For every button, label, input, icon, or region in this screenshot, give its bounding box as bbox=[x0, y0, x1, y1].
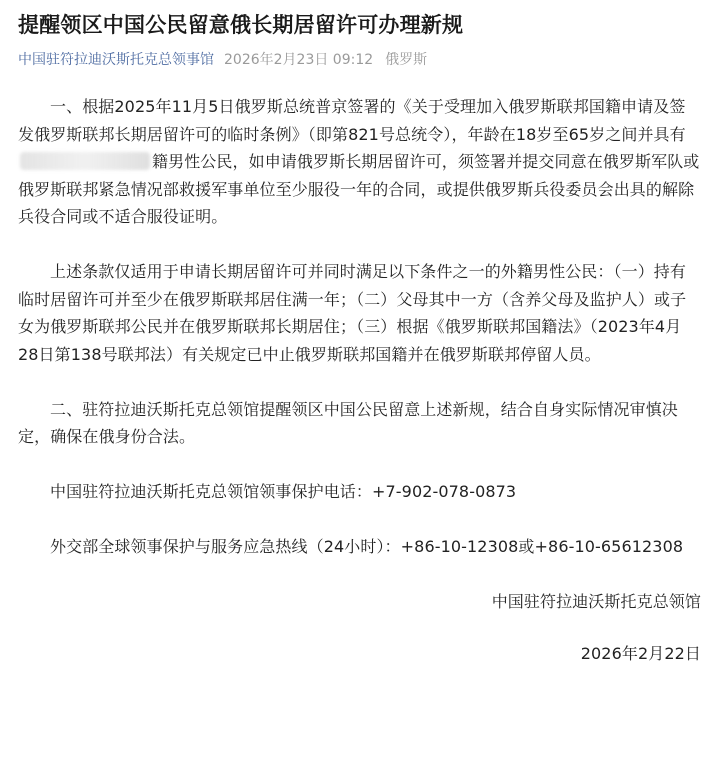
article-body bbox=[18, 93, 701, 667]
region-tag: 俄罗斯 bbox=[385, 52, 428, 68]
paragraph-1-part-a: 一、根据2025年11月5日俄罗斯总统普京签署的《关于受理加入俄罗斯联邦国籍申请及签发俄罗斯联邦长期居留许可的临时条例》（即第821号总统令），年龄在18岁至65岁之间并具有 bbox=[18, 97, 686, 144]
consular-phone: 中国驻符拉迪沃斯托克总领馆领事保护电话：+7-902-078-0873 bbox=[50, 482, 517, 501]
signature-date: 2026年2月22日 bbox=[580, 643, 701, 663]
paragraph-3: 二、驻符拉迪沃斯托克总领馆提醒领区中国公民留意上述新规，结合自身实际情况审慎决定，确保在俄身份合法。 bbox=[18, 399, 678, 446]
paragraph-1-part-b: 籍男性公民，如申请俄罗斯长期居留许可，须签署并提交同意在俄罗斯军队或俄罗斯联邦紧急情况部救援军事单位至少服役一年的合同，或提供俄罗斯兵役委员会出具的解除兵役合同或不适合服役证明。 bbox=[18, 152, 700, 226]
paragraph-2: 上述条款仅适用于申请长期居留许可并同时满足以下条件之一的外籍男性公民：（一）持有临时居留许可并至少在俄罗斯联邦居住满一年；（二）父母其中一方（含养父母及监护人）或子女为俄罗斯联邦公民并在俄罗斯联邦长期居住；（三）根据《俄罗斯联邦国籍法》（2023年4月28日第138号联邦法）有关规定已中止俄罗斯联邦国籍并在俄罗斯联邦停留人员。 bbox=[18, 262, 687, 364]
publish-time: 2026年2月23日 09:12 bbox=[224, 52, 374, 68]
signature: 中国驻符拉迪沃斯托克总领馆 bbox=[491, 592, 701, 611]
redacted-text bbox=[20, 152, 150, 170]
source-account-link[interactable]: 中国驻符拉迪沃斯托克总领事馆 bbox=[18, 52, 214, 68]
paragraph-1 bbox=[18, 93, 701, 231]
article-title: 提醒领区中国公民留意俄长期居留许可办理新规 bbox=[18, 13, 464, 37]
hotline: 外交部全球领事保护与服务应急热线（24小时）：+86-10-12308或+86-10-65612308 bbox=[50, 537, 684, 556]
article-meta bbox=[18, 49, 701, 71]
